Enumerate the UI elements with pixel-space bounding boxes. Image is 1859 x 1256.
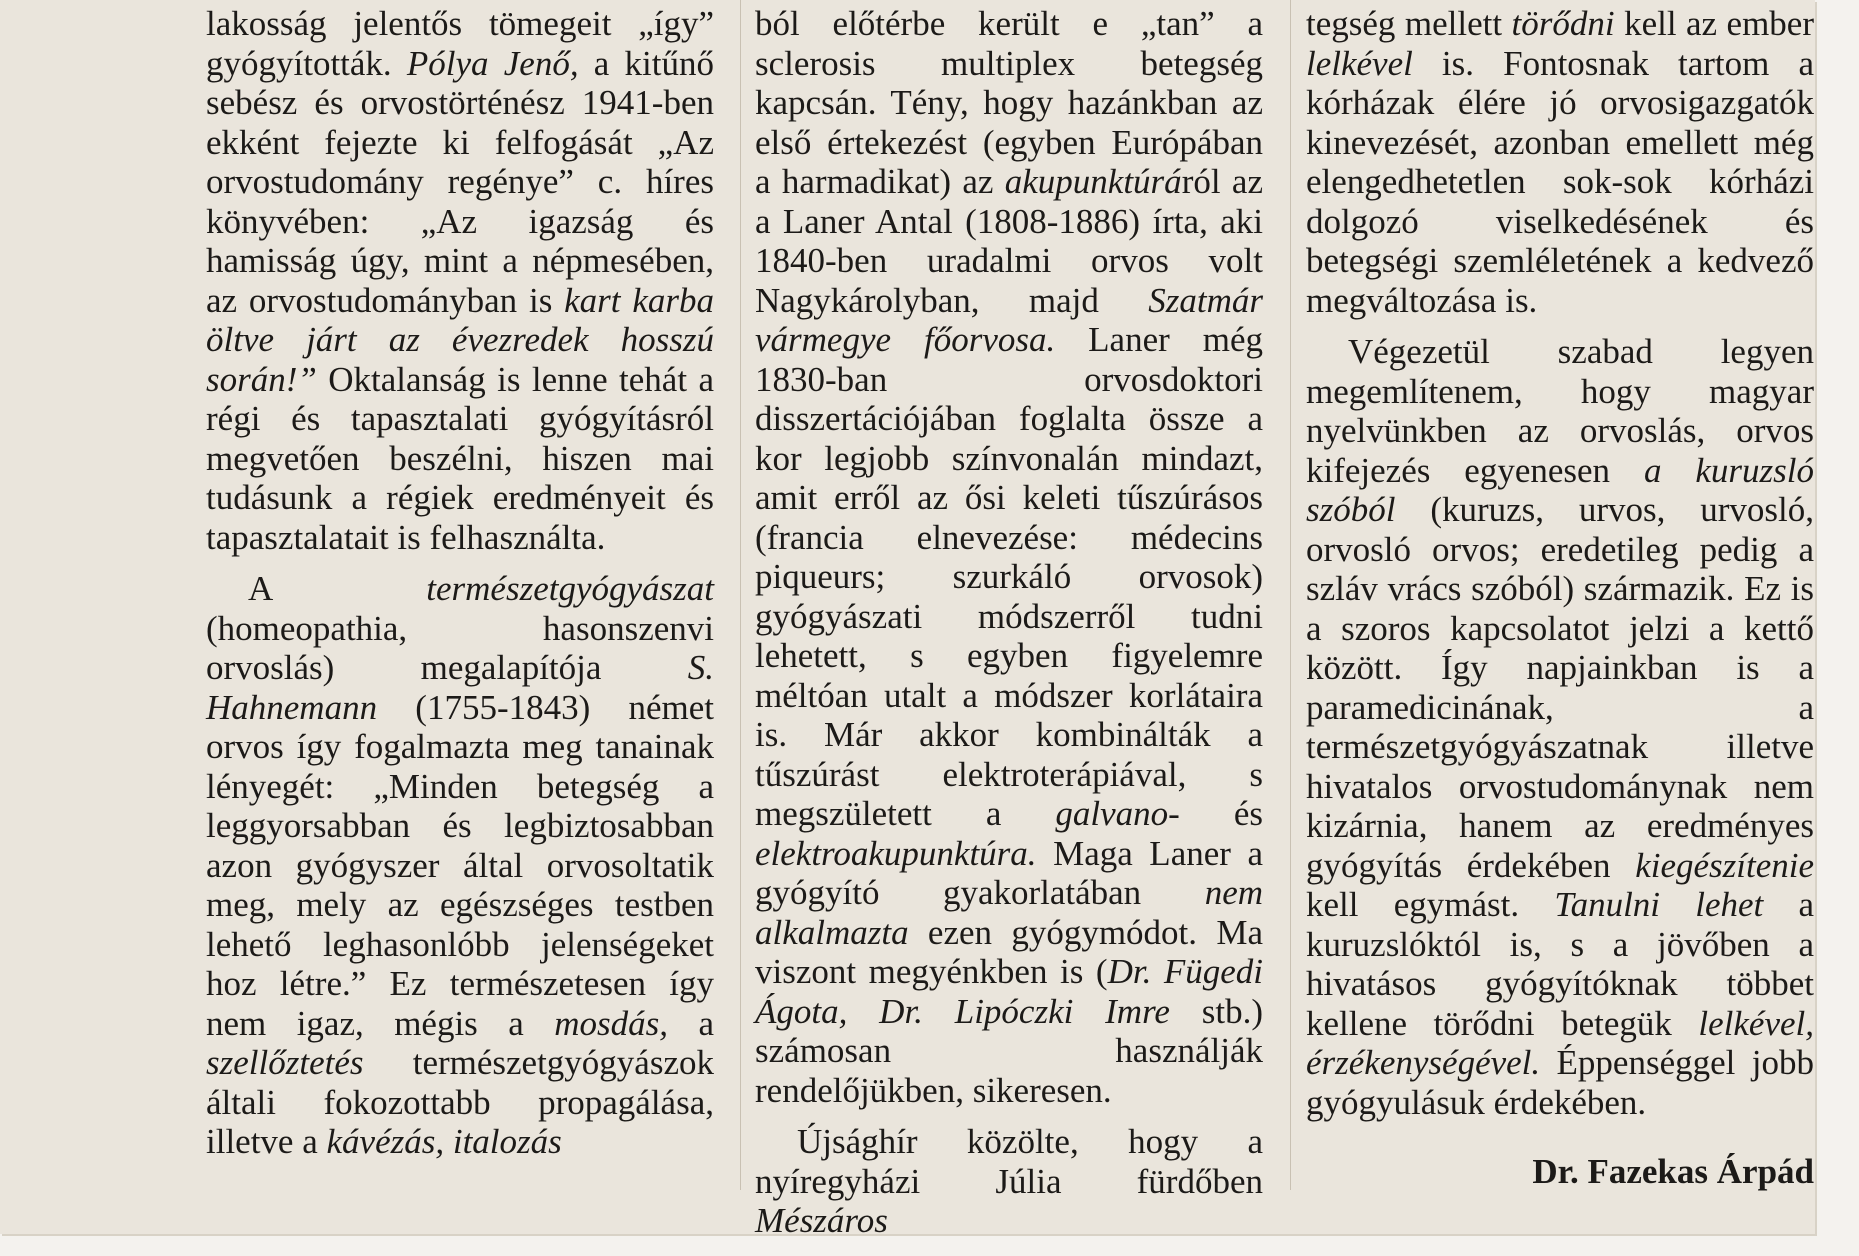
paragraph: lakosság jelentős tömegeit „így” gyógyították. Pólya Jenő, a kitűnő sebész és orvostörténész 1941-ben ekként fejezte ki felfogását „Az orvostudomány regénye” c. híres könyvében: „Az igazság és hamisság úgy, mint a népmesében, az orvostudományban is kart karba öltve járt az évezredek hosszú során!” Oktalanság is lenne tehát a régi és tapasztalati gyógyításról megvetően beszélni, hiszen mai tudásunk a régiek eredményeit és tapasztalatait is felhasználta.	[206, 4, 715, 557]
column-2	[755, 4, 1263, 1241]
column-3	[1306, 4, 1814, 1122]
column-rule	[1290, 0, 1291, 1190]
column-rule	[740, 0, 741, 1190]
column-1	[206, 4, 714, 1162]
paragraph: A természetgyógyászat (homeopathia, hasonszenvi orvoslás) megalapítója S. Hahnemann (1755-1843) német orvos így fogalmazta meg tanainak lényegét: „Minden betegség a leggyorsabban és legbiztosabban azon gyógyszer által orvosoltatik meg, mely az egészséges testben lehető leghasonlóbb jelenségeket hoz létre.” Ez természetesen így nem igaz, mégis a mosdás, a szellőztetés természetgyógyászok általi fokozottabb propagálása, illetve a kávézás, italozás	[206, 569, 714, 1161]
paragraph: tegség mellett törődni kell az ember lelkével is. Fontosnak tartom a kórházak élére jó orvosigazgatók kinevezését, azonban emellett még elengedhetetlen sok-sok kórházi dolgozó viselkedésének és betegségi szemléletének a kedvező megváltozása is.	[1306, 4, 1814, 320]
paragraph: ból előtérbe került e „tan” a sclerosis multiplex betegség kapcsán. Tény, hogy hazánkban az első értekezést (egyben Európában a harmadikat) az akupunktúráról az a Laner Antal (1808-1886) írta, aki 1840-ben uradalmi orvos volt Nagykárolyban, majd Szatmár vármegye főorvosa. Laner még 1830-ban orvosdoktori disszertációjában foglalta össze a kor legjobb színvonalán mindazt, amit erről az ősi keleti tűszúrásos (francia elnevezése: médecins piqueurs; szurkáló orvosok) gyógyászati módszerről tudni lehetett, s egyben figyelemre méltóan utalt a módszer korlátaira is. Már akkor kombinálták a tűszúrást elektroterápiával, s megszületett a galvano- és elektroakupunktúra. Maga Laner a gyógyító gyakorlatában nem alkalmazta ezen gyógymódot. Ma viszont megyénkben is (Dr. Fügedi Ágota, Dr. Lipóczki Imre stb.) számosan használják rendelőjükben, sikeresen.	[755, 4, 1264, 1110]
paragraph: Végezetül szabad legyen megemlítenem, hogy magyar nyelvünkben az orvoslás, orvos kifejezés egyenesen a kuruzsló szóból (kuruzs, urvos, urvosló, orvosló orvos; eredetileg pedig a szláv vrács szóból) származik. Ez is a szoros kapcsolatot jelzi a kettő között. Így napjainkban is a paramedicinának, a természetgyógyászatnak illetve hivatalos orvostudománynak nem kizárnia, hanem az eredményes gyógyítás érdekében kiegészítenie kell egymást. Tanulni lehet a kuruzslóktól is, s a jövőben a hivatásos gyógyítóknak többet kellene törődni betegük lelkével, érzékenységével. Éppenséggel jobb gyógyulásuk érdekében.	[1306, 332, 1815, 1122]
author-signature: Dr. Fazekas Árpád	[1532, 1152, 1814, 1191]
paragraph: Újsághír közölte, hogy a nyíregyházi Júlia fürdőben Mészáros	[755, 1122, 1263, 1240]
